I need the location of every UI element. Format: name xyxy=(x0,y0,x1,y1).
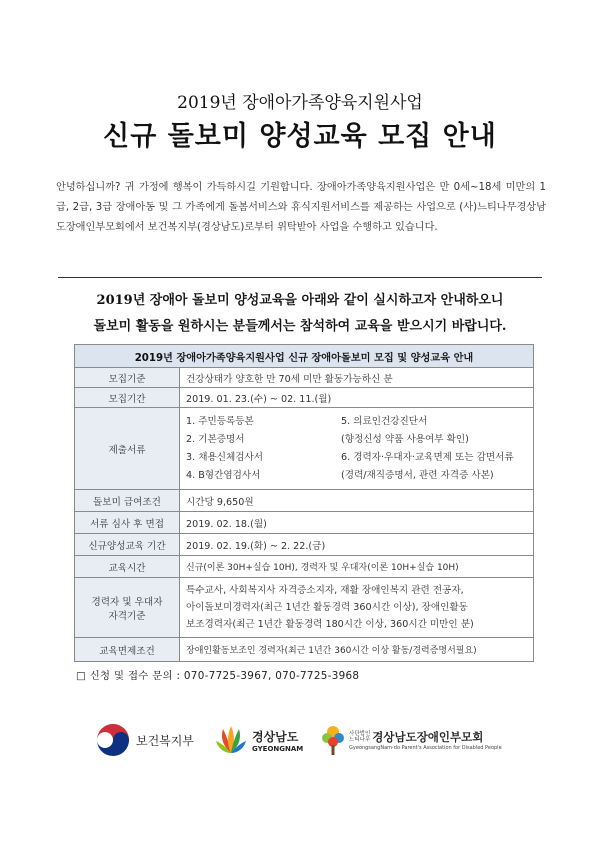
list-item xyxy=(186,449,527,467)
table-row xyxy=(75,578,534,638)
document-item: 5. 의료인건강진단서 xyxy=(341,415,428,427)
row-value: 2019. 02. 18.(월) xyxy=(180,512,534,534)
mohw-logo xyxy=(96,716,206,764)
row-label: 돌보미 급여조건 xyxy=(75,490,180,512)
contact-info: □ 신청 및 접수 문의 : 070-7725-3967, 070-7725-3968 xyxy=(76,670,360,682)
gyeongnam-name: 경상남도 xyxy=(252,729,299,744)
document-item: 4. B형간염검사서 xyxy=(186,469,261,481)
divider xyxy=(58,277,542,278)
document-item: 6. 경력자·우대자·교육면제 또는 감면서류 xyxy=(341,451,514,463)
mohw-name: 보건복지부 xyxy=(136,733,194,748)
row-label: 교육시간 xyxy=(75,556,180,578)
list-item xyxy=(186,467,527,485)
documents-list xyxy=(180,408,534,490)
association-name-en: GyeongsangNam-do Parent's Association for Disabled People xyxy=(349,745,502,751)
table-row xyxy=(75,368,534,388)
table-row xyxy=(75,512,534,534)
table-row xyxy=(75,408,534,490)
table-row xyxy=(75,556,534,578)
taegeuk-icon xyxy=(96,723,130,757)
document-item: (향정신성 약품 사용여부 확인) xyxy=(341,433,469,445)
row-label xyxy=(75,578,180,638)
row-value-line: 아이돌보미경력자(최근 1년간 활동경력 360시간 이상), 장애인활동 xyxy=(186,602,468,613)
row-value xyxy=(180,578,534,638)
row-value: 장애인활동보조인 경력자(최근 1년간 360시간 이상 활동/경력증명서필요) xyxy=(180,638,534,662)
row-label: 모집기간 xyxy=(75,388,180,408)
row-value-line: 보조경력자(최근 1년간 활동경력 180시간 이상, 360시간 미만인 분) xyxy=(186,619,474,630)
recruitment-table xyxy=(74,344,534,662)
row-label-line: 경력자 및 우대자 xyxy=(91,596,163,608)
row-label: 모집기준 xyxy=(75,368,180,388)
list-item xyxy=(186,431,527,449)
association-prefix-line: 느티나무 xyxy=(349,737,371,743)
row-value-line: 특수교사, 사회복지사 자격증소지자, 재활 장애인복지 관련 전공자, xyxy=(186,585,464,596)
row-label: 교육면제조건 xyxy=(75,638,180,662)
document-subtitle: 2019년 장애아가족양육지원사업 xyxy=(177,93,423,113)
gyeongnam-text xyxy=(252,728,303,753)
table-row xyxy=(75,638,534,662)
row-value: 시간당 9,650원 xyxy=(180,490,534,512)
table-row xyxy=(75,534,534,556)
table-row xyxy=(75,490,534,512)
document-item: 1. 주민등록등본 xyxy=(186,415,254,427)
document-title: 신규 돌보미 양성교육 모집 안내 xyxy=(103,121,497,152)
table-header: 2019년 장애아가족양육지원사업 신규 장애아돌보미 모집 및 양성교육 안내 xyxy=(75,345,534,368)
gyeongnam-emblem-icon xyxy=(214,723,248,757)
association-logo xyxy=(320,716,520,764)
document-item: (경력/재직증명서, 관련 자격증 사본) xyxy=(341,469,494,481)
logo-bar xyxy=(96,716,516,764)
document-item: 2. 기본증명서 xyxy=(186,433,245,445)
lead-line-1: 2019년 장애아 돌보미 양성교육을 아래와 같이 실시하고자 안내하오니 xyxy=(96,293,504,308)
association-title xyxy=(349,729,502,745)
intro-paragraph: 안녕하십니까? 귀 가정에 행복이 가득하시길 기원합니다. 장애아가족양육지원사업은 만 0세~18세 미만의 1급, 2급, 3급 장애아동 및 그 가족에게 돌봄서비스와 휴식지원서비스를 제공하는 사업으로 (사)느티나무경상남도장애인부모회에서 보건복지부(경상남도)로부터 위탁받아 사업을 수행하고 있습니다. xyxy=(56,182,546,233)
document-item: 3. 채용신체검사서 xyxy=(186,451,264,463)
tree-icon xyxy=(320,723,346,757)
lead-line-2: 돌보미 활동을 원하시는 분들께서는 참석하여 교육을 받으시기 바랍니다. xyxy=(93,319,507,334)
row-value: 2019. 02. 19.(화) ~ 2. 22.(금) xyxy=(180,534,534,556)
lead-paragraph xyxy=(40,288,560,340)
association-text xyxy=(349,729,502,751)
row-label: 신규양성교육 기간 xyxy=(75,534,180,556)
row-value: 신규(이론 30H+실습 10H), 경력자 및 우대자(이론 10H+실습 10H) xyxy=(180,556,534,578)
association-name: 경상남도장애인부모회 xyxy=(372,730,484,744)
table-row xyxy=(75,388,534,408)
row-label: 제출서류 xyxy=(75,408,180,490)
gyeongnam-logo xyxy=(214,716,324,764)
row-label: 서류 심사 후 면접 xyxy=(75,512,180,534)
association-prefix-line: 사단법인 xyxy=(349,731,371,737)
list-item xyxy=(186,413,527,431)
association-prefix xyxy=(349,731,370,743)
row-label-line: 자격기준 xyxy=(108,610,146,622)
row-value: 2019. 01. 23.(수) ~ 02. 11.(월) xyxy=(180,388,534,408)
gyeongnam-name-en: GYEONGNAM xyxy=(252,744,304,753)
row-value: 건강상태가 양호한 만 70세 미만 활동가능하신 분 xyxy=(180,368,534,388)
